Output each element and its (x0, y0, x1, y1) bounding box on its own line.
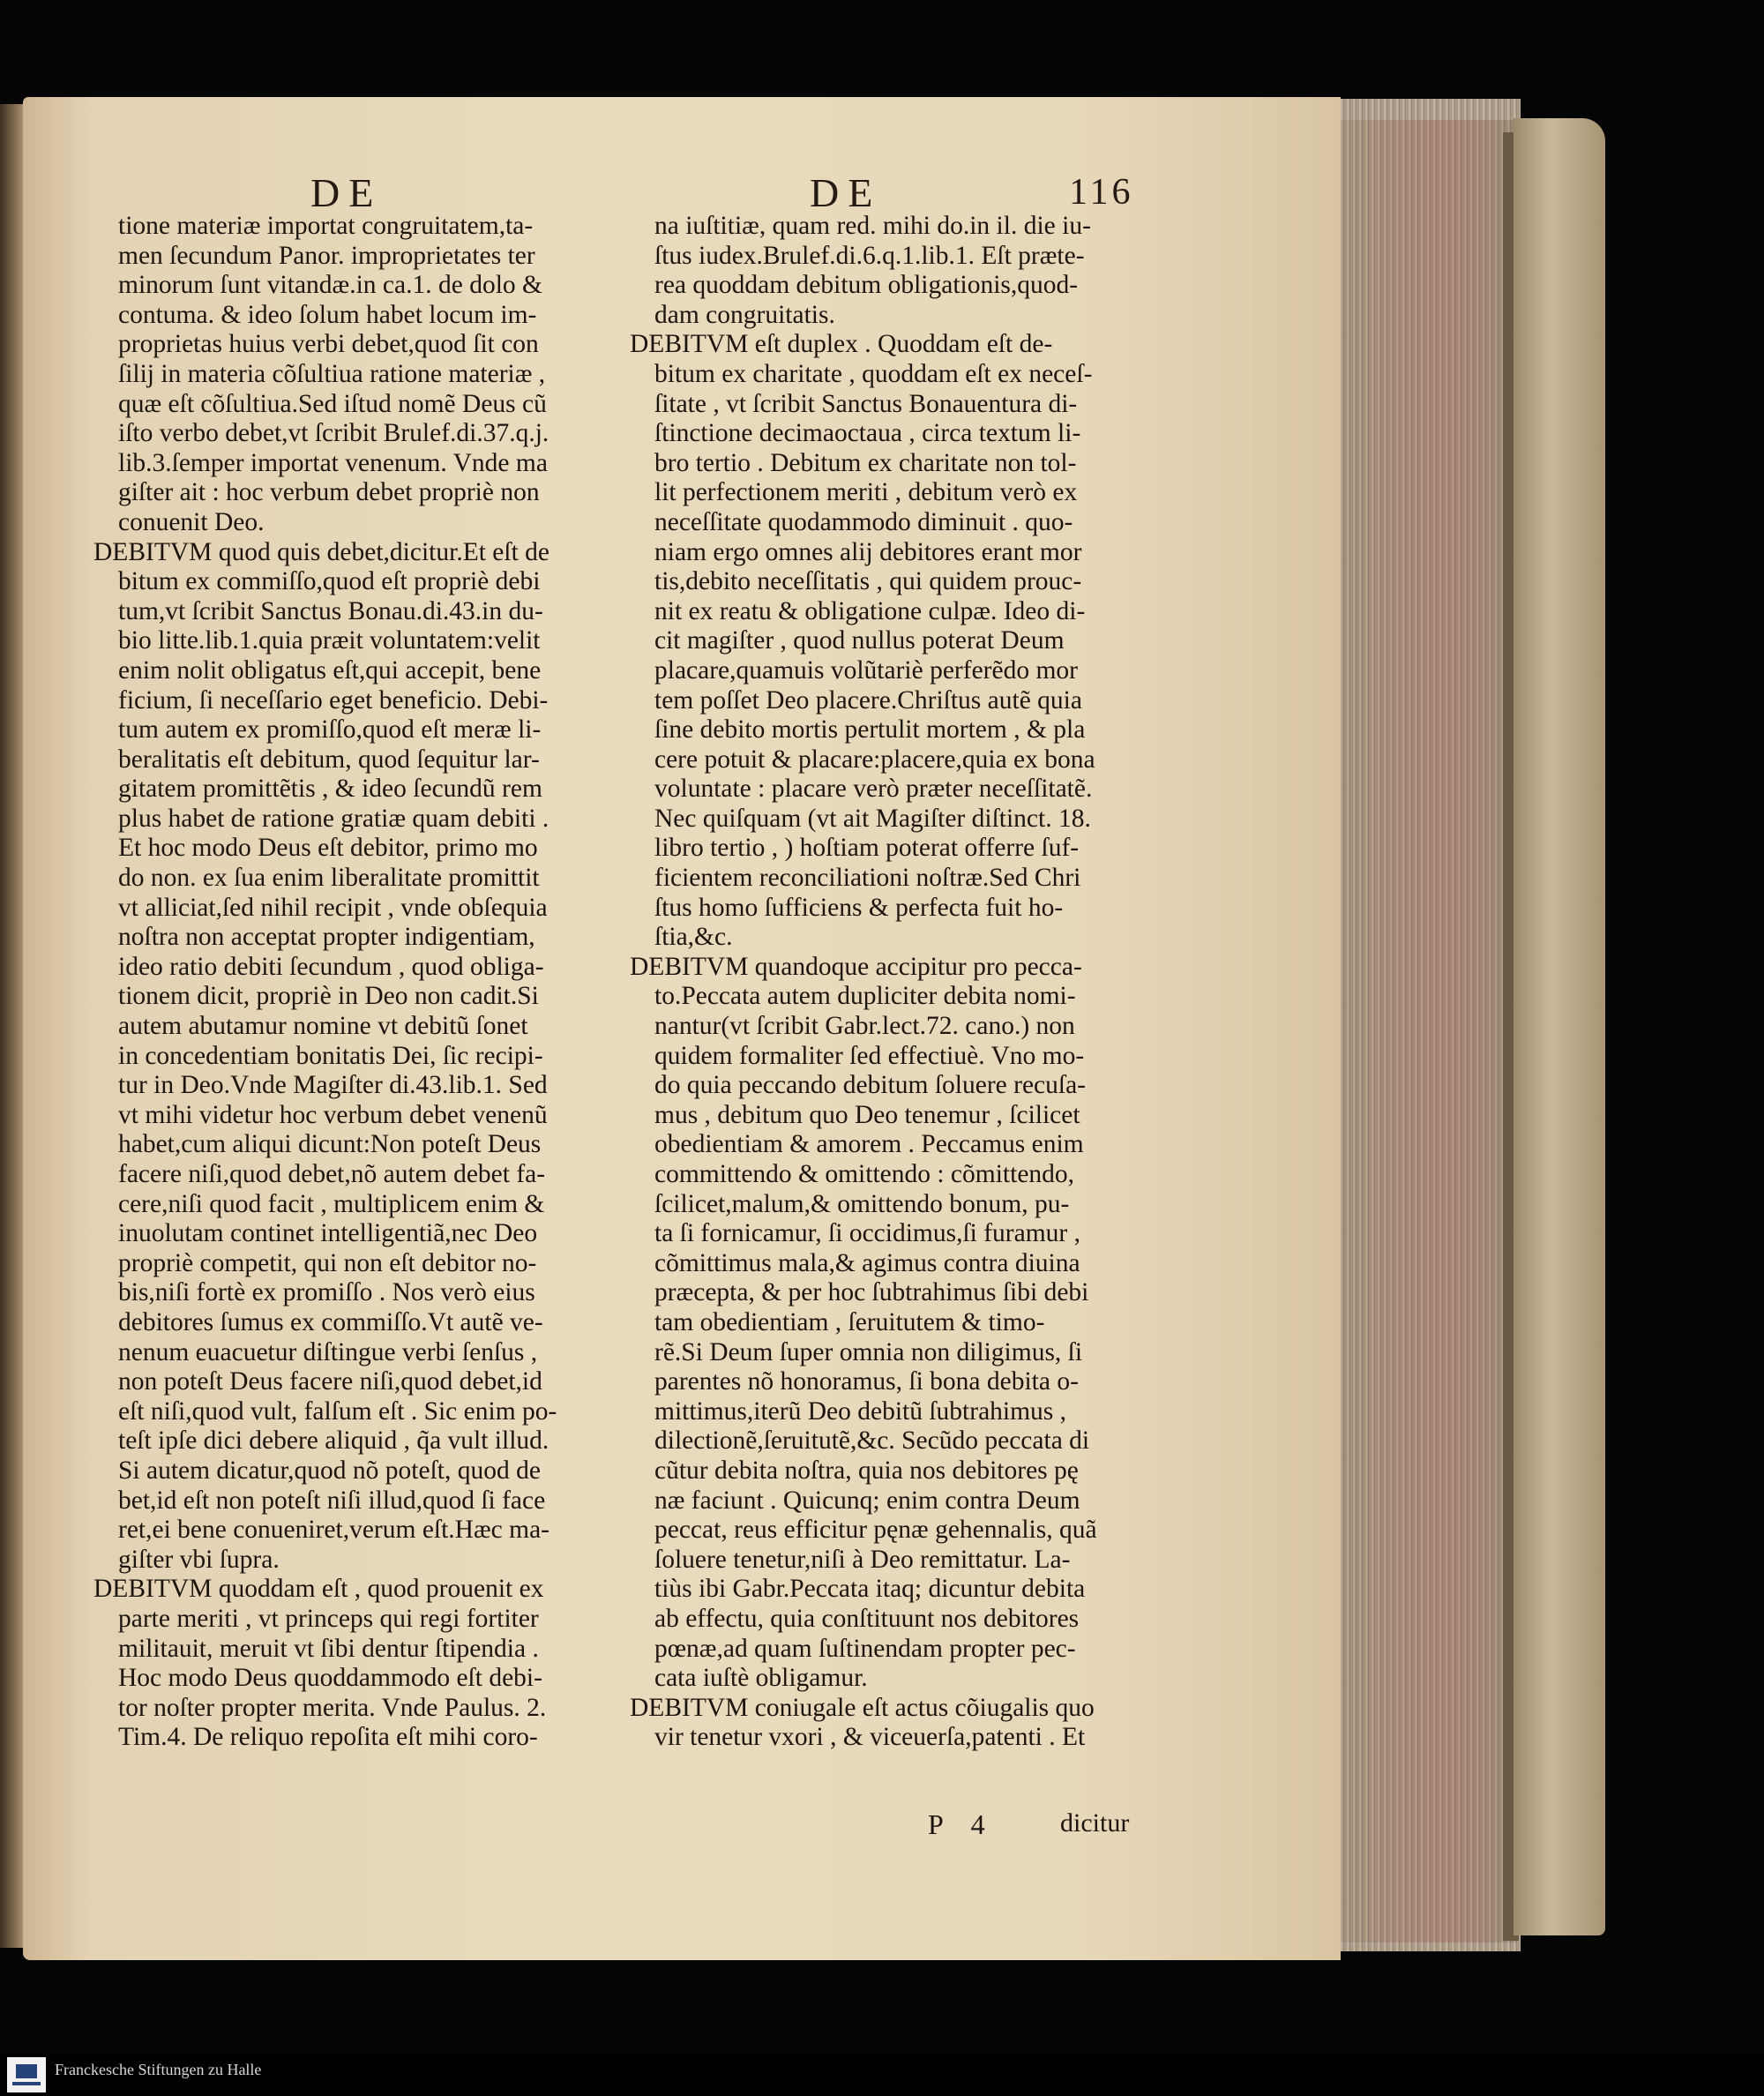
signature-mark: P 4 (928, 1808, 996, 1840)
text-line: tum,vt ſcribit Sanctus Bonau.di.43.in du- (118, 596, 543, 625)
text-line: ſtus iudex.Brulef.di.6.q.1.lib.1. Eſt præte- (654, 241, 1085, 270)
text-line: nenum euacuetur diſtingue verbi ſenſus , (118, 1337, 538, 1366)
text-line: conuenit Deo. (118, 507, 265, 536)
text-line: Et hoc modo Deus eſt debitor, primo mo (118, 834, 538, 863)
text-line: bet,id eſt non poteſt niſi illud,quod ſi face (118, 1486, 546, 1515)
text-line: to.Peccata autem dupliciter debita nomi- (654, 982, 1076, 1011)
text-line: contuma. & ideo ſolum habet locum im- (118, 300, 537, 329)
text-line: giſter vbi ſupra. (118, 1545, 280, 1574)
text-line: tur in Deo.Vnde Magiſter di.43.lib.1. Sed (118, 1071, 548, 1100)
text-line: Si autem dicatur,quod nõ poteſt, quod de (118, 1456, 541, 1485)
text-line: ſitate , vt ſcribit Sanctus Bonauentura di- (654, 389, 1078, 418)
text-line: cere potuit & placare:placere,quia ex bona (654, 745, 1095, 774)
text-line: ficium, ſi neceſſario eget beneficio. Debi- (118, 685, 549, 715)
text-line: bitum ex charitate , quoddam eſt ex neceſ- (654, 359, 1093, 388)
text-line: tum autem ex promiſſo,quod eſt meræ li- (118, 715, 542, 745)
text-line: rea quoddam debitum obligationis,quod- (654, 271, 1079, 300)
text-line: gitatem promittẽtis , & ideo ſecundũ rem (118, 775, 542, 804)
text-line: men ſecundum Panor. improprietates ter (118, 241, 535, 270)
text-line: mus , debitum quo Deo tenemur , ſcilicet (654, 1100, 1080, 1129)
text-line: cũtur debita noſtra, quia nos debitores pę (654, 1456, 1079, 1485)
book-cover-edge (1514, 118, 1605, 1935)
text-line: teſt ipſe dici debere aliquid , q̃a vult illud. (118, 1426, 549, 1456)
text-line: eſt niſi,quod vult, falſum eſt . Sic enim po- (118, 1396, 557, 1426)
text-line: cere,niſi quod facit , multiplicem enim & (118, 1189, 545, 1218)
text-line: in concedentiam bonitatis Dei, ſic recipi- (118, 1041, 543, 1070)
text-line: quæ eſt cõſultiua.Sed iſtud nomẽ Deus cũ (118, 389, 547, 418)
text-line: enim nolit obligatus eſt,qui accepit, bene (118, 655, 542, 685)
text-line: na iuſtitiæ, quam red. mihi do.in il. die iu- (654, 212, 1091, 240)
text-line: iſto verbo debet,vt ſcribit Brulef.di.37.q.j. (118, 419, 549, 448)
text-line: non poteſt Deus facere niſi,quod debet,id (118, 1367, 542, 1396)
text-line: DEBITVM quod quis debet,dicitur.Et eſt de (93, 537, 549, 566)
text-line: peccat, reus efficitur pęnæ gehennalis, quã (654, 1516, 1097, 1545)
text-line: ſilij in materia cõſultiua ratione materiæ , (118, 359, 546, 388)
text-line: obedientiam & amorem . Peccamus enim (654, 1130, 1084, 1159)
running-head-left: DE (310, 170, 383, 215)
text-line: inuolutam continet intelligentiã,nec Deo (118, 1219, 538, 1248)
text-line: cit magiſter , quod nullus poterat Deum (654, 626, 1065, 655)
text-line: bio litte.lib.1.quia præit voluntatem:velit (118, 626, 541, 655)
text-line: cata iuſtè obligamur. (654, 1664, 868, 1693)
left-text-column (93, 212, 557, 1753)
text-line: DEBITVM eſt duplex . Quoddam eſt de- (630, 330, 1053, 359)
text-line: beralitatis eſt debitum, quod ſequitur lar- (118, 745, 540, 774)
text-line: vt alliciat,ſed nihil recipit , vnde obſequia (118, 893, 548, 922)
institution-logo-icon (7, 2057, 46, 2092)
page-number: 116 (1069, 172, 1134, 213)
text-line: nit ex reatu & obligatione culpæ. Ideo di- (654, 596, 1086, 625)
text-line: DEBITVM coniugale eſt actus cõiugalis quo (630, 1693, 1095, 1722)
text-line: pœnæ,ad quam ſuſtinendam propter pec- (654, 1634, 1076, 1663)
text-line: lit perfectionem meriti , debitum verò ex (654, 478, 1078, 507)
text-line: plus habet de ratione gratiæ quam debiti . (118, 804, 549, 833)
text-line: autem abutamur nomine vt debitũ ſonet (118, 1012, 528, 1041)
text-line: niam ergo omnes alij debitores erant mor (654, 537, 1082, 566)
text-line: placare,quamuis volũtariè perferẽdo mor (654, 655, 1078, 685)
text-line: vt mihi videtur hoc verbum debet venenũ (118, 1100, 548, 1129)
text-line: dilectionẽ,ſeruitutẽ,&c. Secũdo peccata di (654, 1426, 1090, 1456)
text-line: lib.3.ſemper importat venenum. Vnde ma (118, 448, 548, 477)
text-line: præcepta, & per hoc ſubtrahimus ſibi debi (654, 1278, 1089, 1307)
right-text-column (630, 212, 1097, 1753)
text-line: ideo ratio debiti ſecundum , quod obliga- (118, 952, 544, 981)
text-line: giſter ait : hoc verbum debet propriè non (118, 478, 540, 507)
text-line: DEBITVM quoddam eſt , quod prouenit ex (93, 1575, 544, 1604)
text-line: bitum ex commiſſo,quod eſt propriè debi (118, 567, 541, 596)
text-line: tiùs ibi Gabr.Peccata itaq; dicuntur debita (654, 1575, 1086, 1604)
text-line: ſoluere tenetur,niſi à Deo remittatur. La- (654, 1545, 1071, 1574)
text-line: tionem dicit, propriè in Deo non cadit.Si (118, 982, 539, 1011)
text-line: voluntate : placare verò præter neceſſitatẽ. (654, 775, 1093, 804)
text-line: militauit, meruit vt ſibi dentur ſtipendia . (118, 1634, 539, 1663)
text-line: propriè competit, qui non eſt debitor no- (118, 1248, 537, 1277)
text-line: næ faciunt . Quicunq; enim contra Deum (654, 1486, 1080, 1515)
text-line: ficientem reconciliationi noſtræ.Sed Chri (654, 864, 1081, 893)
running-head-center: DE (810, 170, 882, 215)
text-line: parentes nõ honoramus, ſi bona debita o- (654, 1367, 1079, 1396)
text-line: noſtra non acceptat propter indigentiam, (118, 923, 535, 952)
text-line: Hoc modo Deus quoddammodo eſt debi- (118, 1664, 542, 1693)
text-line: tam obedientiam , ſeruitutem & timo- (654, 1307, 1045, 1336)
text-line: dam congruitatis. (654, 300, 835, 329)
institution-name: Franckesche Stiftungen zu Halle (55, 2061, 262, 2078)
text-line: tor noſter propter merita. Vnde Paulus. 2. (118, 1693, 547, 1722)
text-line: ab effectu, quia conſtituunt nos debitores (654, 1604, 1080, 1633)
text-line: bro tertio . Debitum ex charitate non tol- (654, 448, 1077, 477)
footer-bar (0, 2054, 1764, 2096)
text-line: do quia peccando debitum ſoluere recuſa- (654, 1071, 1086, 1100)
text-line: ſtus homo ſufficiens & perfecta fuit ho- (654, 893, 1064, 922)
text-line: nantur(vt ſcribit Gabr.lect.72. cano.) non (654, 1012, 1075, 1041)
text-line: Tim.4. De reliquo repoſita eſt mihi coro- (118, 1723, 538, 1752)
text-line: ret,ei bene conueniret,verum eſt.Hæc ma- (118, 1516, 549, 1545)
text-line: committendo & omittendo : cõmittendo, (654, 1160, 1075, 1188)
text-line: vir tenetur vxori , & viceuerſa,patenti . Et (654, 1723, 1086, 1752)
text-line: parte meriti , vt princeps qui regi fortiter (118, 1604, 539, 1633)
text-line: cõmittimus mala,& agimus contra diuina (654, 1248, 1080, 1277)
text-line: bis,niſi fortè ex promiſſo . Nos verò eius (118, 1278, 535, 1307)
text-line: mittimus,iterũ Deo debitũ ſubtrahimus , (654, 1396, 1067, 1426)
text-line: tione materiæ importat congruitatem,ta- (118, 212, 534, 240)
text-line: ſtia,&c. (654, 923, 733, 952)
text-line: DEBITVM quandoque accipitur pro pecca- (630, 952, 1082, 981)
text-line: libro tertio , ) hoſtiam poterat offerre ſuf- (654, 834, 1080, 863)
text-line: quidem formaliter ſed effectiuè. Vno mo- (654, 1041, 1085, 1070)
text-line: proprietas huius verbi debet,quod ſit con (118, 330, 539, 359)
text-line: ſtinctione decimaoctaua , circa textum li- (654, 419, 1081, 448)
text-line: Nec quiſquam (vt ait Magiſter diſtinct. 18. (654, 804, 1091, 833)
text-line: ſine debito mortis pertulit mortem , & pla (654, 715, 1086, 745)
text-line: ta ſi fornicamur, ſi occidimus,ſi furamur , (654, 1219, 1080, 1248)
text-line: rẽ.Si Deum ſuper omnia non diligimus, ſi (654, 1337, 1083, 1366)
text-line: tem poſſet Deo placere.Chriſtus autẽ quia (654, 685, 1082, 715)
catchword: dicitur (1060, 1808, 1130, 1838)
text-line: debitores ſumus ex commiſſo.Vt autẽ ve- (118, 1307, 543, 1336)
text-line: tis,debito neceſſitatis , qui quidem prouc- (654, 567, 1082, 596)
fore-edge-stain (1341, 120, 1517, 1943)
text-line: ſcilicet,malum,& omittendo bonum, pu- (654, 1189, 1070, 1218)
text-line: minorum ſunt vitandæ.in ca.1. de dolo & (118, 271, 542, 300)
text-line: neceſſitate quodammodo diminuit . quo- (654, 507, 1073, 536)
text-line: facere niſi,quod debet,nõ autem debet fa- (118, 1160, 546, 1188)
text-line: habet,cum aliqui dicunt:Non poteſt Deus (118, 1130, 542, 1159)
text-line: do non. ex ſua enim liberalitate promittit (118, 864, 540, 893)
